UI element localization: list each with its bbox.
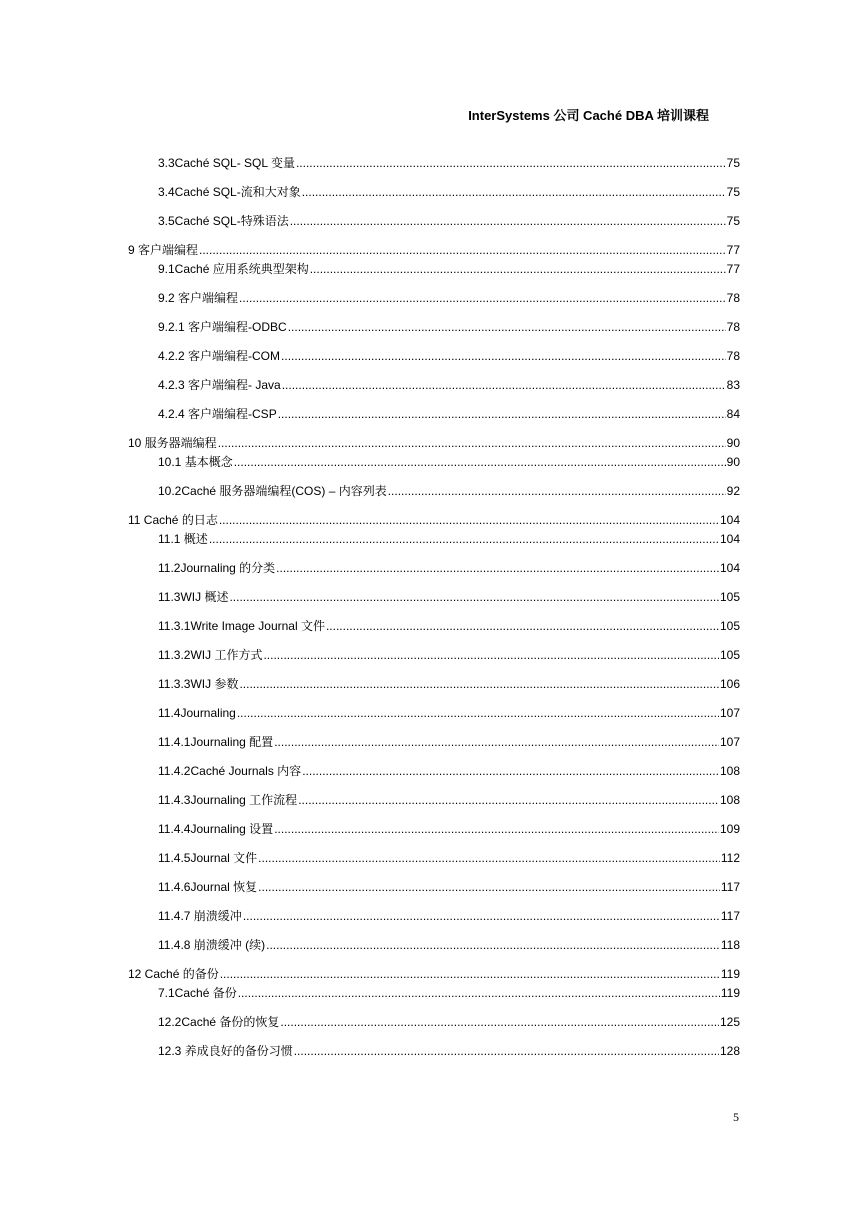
toc-entry[interactable] bbox=[128, 435, 740, 451]
toc-dot-leader bbox=[220, 966, 720, 982]
toc-dot-leader bbox=[258, 850, 720, 866]
toc-entry-page: 107 bbox=[719, 706, 740, 720]
toc-entry-title: 7.1Caché 备份 bbox=[158, 986, 237, 1000]
toc-entry-page: 104 bbox=[719, 561, 740, 575]
toc-entry[interactable] bbox=[128, 184, 740, 200]
toc-entry-title: 12.2Caché 备份的恢复 bbox=[158, 1015, 280, 1029]
toc-entry-page: 108 bbox=[719, 764, 740, 778]
toc-entry-title: 10.1 基本概念 bbox=[158, 455, 233, 469]
toc-entry-page: 83 bbox=[726, 378, 740, 392]
toc-entry[interactable] bbox=[128, 213, 740, 229]
toc-dot-leader bbox=[239, 290, 726, 306]
toc-entry-page: 105 bbox=[719, 648, 740, 662]
toc-entry[interactable] bbox=[128, 1043, 740, 1059]
toc-entry-title: 11.4.5Journal 文件 bbox=[158, 851, 258, 865]
toc-entry-title: 11.4.3Journaling 工作流程 bbox=[158, 793, 298, 807]
toc-entry-page: 128 bbox=[719, 1044, 740, 1058]
page-number: 5 bbox=[733, 1110, 739, 1124]
toc-entry[interactable] bbox=[128, 937, 740, 953]
toc-entry-page: 117 bbox=[720, 909, 740, 923]
toc-entry[interactable] bbox=[128, 531, 740, 547]
toc-entry-page: 118 bbox=[720, 938, 740, 952]
toc-entry-title: 3.4Caché SQL-流和大对象 bbox=[158, 185, 301, 199]
toc-entry[interactable] bbox=[128, 985, 740, 1001]
toc-entry-title: 9.2.1 客户端编程-ODBC bbox=[158, 320, 287, 334]
toc-dot-leader bbox=[288, 319, 726, 335]
toc-entry-page: 90 bbox=[726, 436, 740, 450]
toc-dot-leader bbox=[302, 763, 719, 779]
toc-entry-page: 105 bbox=[719, 590, 740, 604]
toc-dot-leader bbox=[263, 647, 719, 663]
toc-entry[interactable] bbox=[128, 377, 740, 393]
toc-entry[interactable] bbox=[128, 879, 740, 895]
toc-entry[interactable] bbox=[128, 763, 740, 779]
toc-entry[interactable] bbox=[128, 705, 740, 721]
toc-entry-title: 11.3.2WIJ 工作方式 bbox=[158, 648, 263, 662]
toc-entry[interactable] bbox=[128, 242, 740, 258]
toc-entry-page: 104 bbox=[719, 532, 740, 546]
toc-dot-leader bbox=[296, 155, 726, 171]
toc-dot-leader bbox=[281, 348, 726, 364]
toc-entry-page: 108 bbox=[719, 793, 740, 807]
toc-dot-leader bbox=[290, 213, 726, 229]
toc-entry-title: 4.2.3 客户端编程- Java bbox=[158, 378, 281, 392]
toc-entry-page: 107 bbox=[719, 735, 740, 749]
toc-dot-leader bbox=[229, 589, 719, 605]
toc-dot-leader bbox=[302, 184, 726, 200]
toc-entry-page: 117 bbox=[720, 880, 740, 894]
toc-dot-leader bbox=[298, 792, 719, 808]
toc-dot-leader bbox=[238, 985, 720, 1001]
toc-dot-leader bbox=[276, 560, 719, 576]
toc-entry-title: 9 客户端编程 bbox=[128, 243, 199, 257]
toc-entry[interactable] bbox=[128, 512, 740, 528]
toc-entry-page: 106 bbox=[719, 677, 740, 691]
toc-dot-leader bbox=[294, 1043, 719, 1059]
toc-entry-title: 11.4.6Journal 恢复 bbox=[158, 880, 258, 894]
toc-entry[interactable] bbox=[128, 319, 740, 335]
toc-entry-page: 109 bbox=[719, 822, 740, 836]
toc-entry[interactable] bbox=[128, 850, 740, 866]
toc-entry-title: 11.4.1Journaling 配置 bbox=[158, 735, 274, 749]
toc-entry[interactable] bbox=[128, 908, 740, 924]
toc-entry-title: 11.1 概述 bbox=[158, 532, 208, 546]
toc-dot-leader bbox=[266, 937, 720, 953]
toc-dot-leader bbox=[218, 435, 726, 451]
toc-entry-page: 77 bbox=[726, 243, 740, 257]
toc-entry-page: 104 bbox=[719, 513, 740, 527]
toc-dot-leader bbox=[234, 454, 726, 470]
toc-entry-title: 4.2.4 客户端编程-CSP bbox=[158, 407, 277, 421]
toc-entry-title: 11.4.4Journaling 设置 bbox=[158, 822, 274, 836]
toc-entry-page: 119 bbox=[720, 967, 740, 981]
toc-dot-leader bbox=[209, 531, 719, 547]
toc-entry[interactable] bbox=[128, 483, 740, 499]
toc-entry-page: 75 bbox=[726, 185, 740, 199]
toc-entry-page: 78 bbox=[726, 320, 740, 334]
toc-entry-title: 12.3 养成良好的备份习惯 bbox=[158, 1044, 293, 1058]
toc-entry-page: 105 bbox=[719, 619, 740, 633]
toc-entry-page: 92 bbox=[726, 484, 740, 498]
toc-entry-title: 4.2.2 客户端编程-COM bbox=[158, 349, 281, 363]
toc-entry-title: 11.4.7 崩溃缓冲 bbox=[158, 909, 242, 923]
toc-entry-page: 112 bbox=[720, 851, 740, 865]
toc-entry-title: 11.4.8 崩溃缓冲 (续) bbox=[158, 938, 266, 952]
toc-entry-title: 9.1Caché 应用系统典型架构 bbox=[158, 262, 309, 276]
toc-entry-title: 3.5Caché SQL-特殊语法 bbox=[158, 214, 289, 228]
toc-entry-title: 10.2Caché 服务器端编程(COS) – 内容列表 bbox=[158, 484, 387, 498]
toc-dot-leader bbox=[278, 406, 726, 422]
toc-dot-leader bbox=[310, 261, 726, 277]
toc-entry[interactable] bbox=[128, 734, 740, 750]
toc-dot-leader bbox=[280, 1014, 719, 1030]
toc-entry[interactable] bbox=[128, 1014, 740, 1030]
toc-dot-leader bbox=[258, 879, 720, 895]
toc-entry-page: 90 bbox=[726, 455, 740, 469]
toc-entry-title: 9.2 客户端编程 bbox=[158, 291, 239, 305]
toc-entry[interactable] bbox=[128, 348, 740, 364]
toc-entry-page: 77 bbox=[726, 262, 740, 276]
toc-entry-title: 11.4.2Caché Journals 内容 bbox=[158, 764, 302, 778]
toc-entry[interactable] bbox=[128, 290, 740, 306]
toc-entry[interactable] bbox=[128, 261, 740, 277]
toc-entry-page: 78 bbox=[726, 291, 740, 305]
toc-entry-page: 119 bbox=[720, 986, 740, 1000]
toc-entry[interactable] bbox=[128, 792, 740, 808]
toc-dot-leader bbox=[243, 908, 720, 924]
toc-dot-leader bbox=[274, 734, 719, 750]
toc-entry-page: 78 bbox=[726, 349, 740, 363]
toc-entry-page: 75 bbox=[726, 156, 740, 170]
toc-dot-leader bbox=[282, 377, 726, 393]
toc-entry[interactable] bbox=[128, 647, 740, 663]
toc-entry[interactable] bbox=[128, 618, 740, 634]
toc-entry[interactable] bbox=[128, 454, 740, 470]
toc-entry[interactable] bbox=[128, 676, 740, 692]
toc-dot-leader bbox=[219, 512, 719, 528]
toc-entry-title: 11.3.1Write Image Journal 文件 bbox=[158, 619, 325, 633]
toc-entry-title: 11.3.3WIJ 参数 bbox=[158, 677, 239, 691]
toc-entry-page: 75 bbox=[726, 214, 740, 228]
toc-entry-title: 11 Caché 的日志 bbox=[128, 513, 218, 527]
toc-entry-page: 125 bbox=[719, 1015, 740, 1029]
toc-entry-title: 12 Caché 的备份 bbox=[128, 967, 219, 981]
toc-entry[interactable] bbox=[128, 155, 740, 171]
toc-entry[interactable] bbox=[128, 589, 740, 605]
toc-dot-leader bbox=[237, 705, 719, 721]
toc-dot-leader bbox=[239, 676, 719, 692]
toc-entry-title: 11.2Journaling 的分类 bbox=[158, 561, 276, 575]
toc-entry[interactable] bbox=[128, 560, 740, 576]
toc-dot-leader bbox=[274, 821, 719, 837]
toc-entry[interactable] bbox=[128, 406, 740, 422]
toc-entry[interactable] bbox=[128, 821, 740, 837]
toc-entry-title: 3.3Caché SQL- SQL 变量 bbox=[158, 156, 295, 170]
toc-entry-title: 10 服务器端编程 bbox=[128, 436, 217, 450]
toc-entry-title: 11.3WIJ 概述 bbox=[158, 590, 229, 604]
toc-dot-leader bbox=[199, 242, 726, 258]
page-header: InterSystems 公司 Caché DBA 培训课程 bbox=[468, 108, 709, 123]
toc-entry[interactable] bbox=[128, 966, 740, 982]
toc-dot-leader bbox=[388, 483, 726, 499]
toc-entry-page: 84 bbox=[726, 407, 740, 421]
toc-entry-title: 11.4Journaling bbox=[158, 706, 236, 720]
toc-dot-leader bbox=[326, 618, 719, 634]
